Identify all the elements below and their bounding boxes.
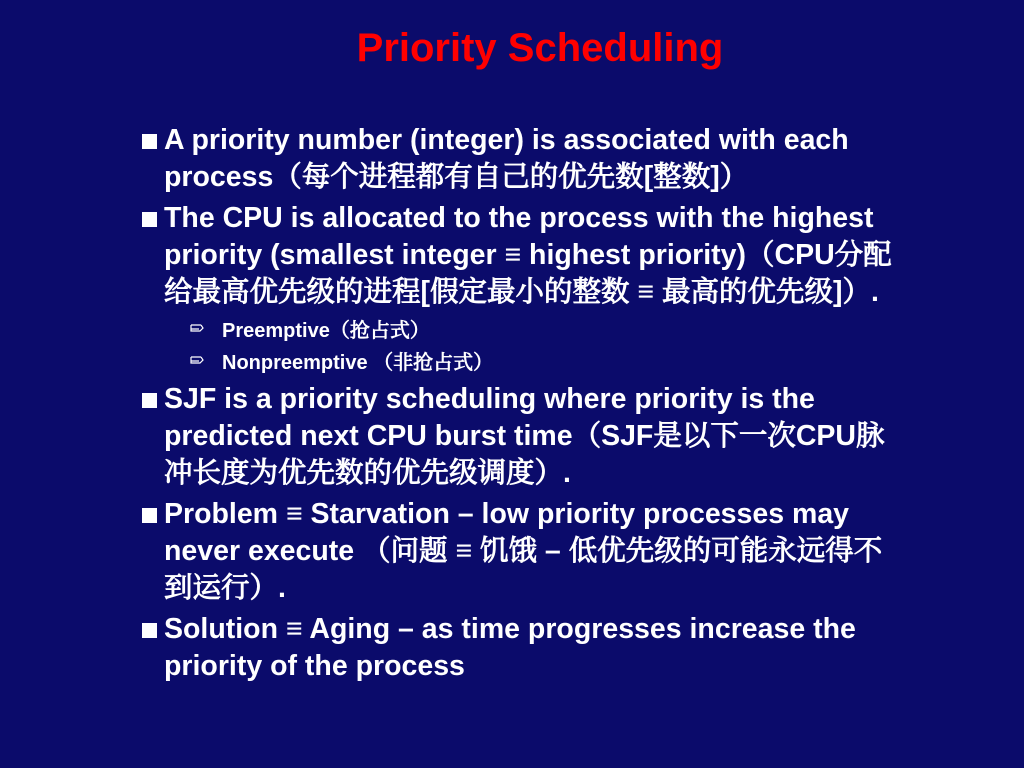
bullet-text: Solution ≡ Aging – as time progresses increase the priority of the process [164,613,856,682]
bullet-text: SJF is a priority scheduling where priority is the predicted next CPU burst time（SJF是以下一次CPU脉冲长度为优先数的优先级调度）. [164,383,885,489]
pointing-hand-icon [190,320,208,334]
bullet-text: Problem ≡ Starvation – low priority processes may never execute （问题 ≡ 饥饿 – 低优先级的可能永远得不到运行）. [164,498,883,604]
square-bullet-icon [142,134,157,149]
slide-title: Priority Scheduling [356,26,724,70]
bullet-text: The CPU is allocated to the process with the highest priority (smallest integer ≡ highest priority)（CPU分配给最高优先级的进程[假定最小的整数 ≡ 最高的优先级]）. [164,202,892,308]
bullet-item [140,122,910,196]
sub-bullet-text: Nonpreemptive （非抢占式） [222,352,494,374]
sub-bullet-item [140,347,910,379]
bullet-item [140,496,910,607]
sub-bullet-list [140,315,910,379]
square-bullet-icon [142,212,157,227]
bullet-list [140,122,910,689]
bullet-item [140,381,910,492]
pointing-hand-icon [190,352,208,366]
square-bullet-icon [142,393,157,408]
square-bullet-icon [142,623,157,638]
bullet-item [140,200,910,311]
sub-bullet-text: Preemptive（抢占式） [222,320,430,342]
bullet-text: A priority number (integer) is associated with each process（每个进程都有自己的优先数[整数]） [164,124,849,193]
sub-bullet-item [140,315,910,347]
bullet-item [140,611,910,685]
square-bullet-icon [142,508,157,523]
